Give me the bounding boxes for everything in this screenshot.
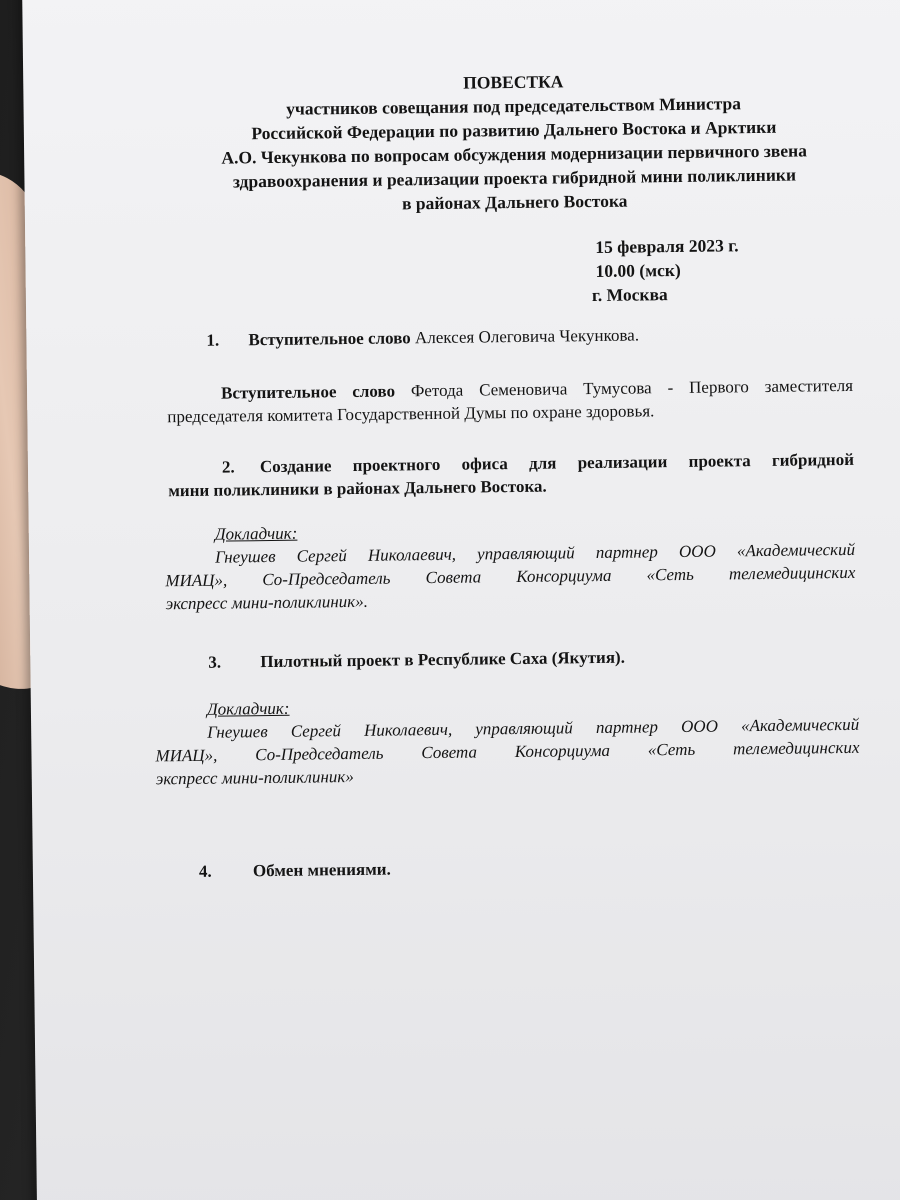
item-2-number: 2. xyxy=(221,457,235,477)
meeting-place: г. Москва xyxy=(591,284,668,306)
paper-sheet xyxy=(22,0,900,1200)
item-1-number: 1. xyxy=(206,330,220,350)
item-2-speaker-line-1: Гнеушев Сергей Николаевич, управляющий партнер ООО «Академический xyxy=(214,539,856,567)
item-1-bold: Вступительное слово xyxy=(248,328,411,350)
document xyxy=(22,0,900,1180)
title-line-2: Российской Федерации по развитию Дальнего Востока и Арктики xyxy=(251,116,777,144)
item-2-line-1-text: Создание проектного офиса для реализации проекта гибридной xyxy=(259,449,855,477)
agenda-item-1 xyxy=(206,321,846,352)
title-line-3: А.О. Чекункова по вопросам обсуждения модернизации первичного звена xyxy=(221,140,808,168)
item-3-speaker-label: Докладчик: xyxy=(206,698,290,719)
item-2-speaker-line-2: МИАЦ», Со-Председатель Совета Консорциума «Сеть телемедицинских xyxy=(165,562,856,591)
agenda-item-2 xyxy=(168,448,855,502)
title-line-1: участников совещания под председательством Министра xyxy=(286,93,742,119)
document-title xyxy=(163,66,865,219)
item-3-speaker-line-2: МИАЦ», Со-Председатель Совета Консорциума «Сеть телемедицинских xyxy=(155,737,860,766)
item-4-title: Обмен мнениями. xyxy=(252,859,391,881)
agenda-intro-2 xyxy=(167,374,854,428)
intro-2-line-1-rest: Фетода Семеновича Тумусова - Первого заместителя xyxy=(394,375,854,401)
meeting-meta xyxy=(591,233,739,307)
intro-2-bold: Вступительное слово xyxy=(220,381,396,403)
title-line-4: здравоохранения и реализации проекта гибридной мини поликлиники xyxy=(232,164,797,192)
agenda-item-4 xyxy=(199,852,859,883)
item-2-speaker xyxy=(165,515,856,615)
item-3-speaker-line-3: экспресс мини-поликлиник» xyxy=(155,767,354,789)
item-3-number: 3. xyxy=(208,652,222,672)
item-1-rest: Алексея Олеговича Чекункова. xyxy=(410,325,640,348)
item-3-speaker xyxy=(155,690,860,791)
intro-2-line-2: председателя комитета Государственной Думы по охране здоровья. xyxy=(167,401,655,427)
meeting-date: 15 февраля 2023 г. xyxy=(595,235,739,258)
agenda-item-3 xyxy=(208,643,868,674)
meeting-time: 10.00 (мск) xyxy=(595,259,681,282)
item-3-title: Пилотный проект в Республике Саха (Якутия). xyxy=(260,647,626,672)
title-line-5: в районах Дальнего Востока xyxy=(401,190,628,214)
item-4-number: 4. xyxy=(198,861,212,881)
item-3-speaker-line-1: Гнеушев Сергей Николаевич, управляющий партнер ООО «Академический xyxy=(207,714,860,742)
item-2-line-2: мини поликлиники в районах Дальнего Востока. xyxy=(168,476,547,501)
item-2-speaker-label: Докладчик: xyxy=(214,523,298,544)
item-2-speaker-line-3: экспресс мини-поликлиник». xyxy=(165,591,369,614)
title-heading: ПОВЕСТКА xyxy=(463,71,564,93)
